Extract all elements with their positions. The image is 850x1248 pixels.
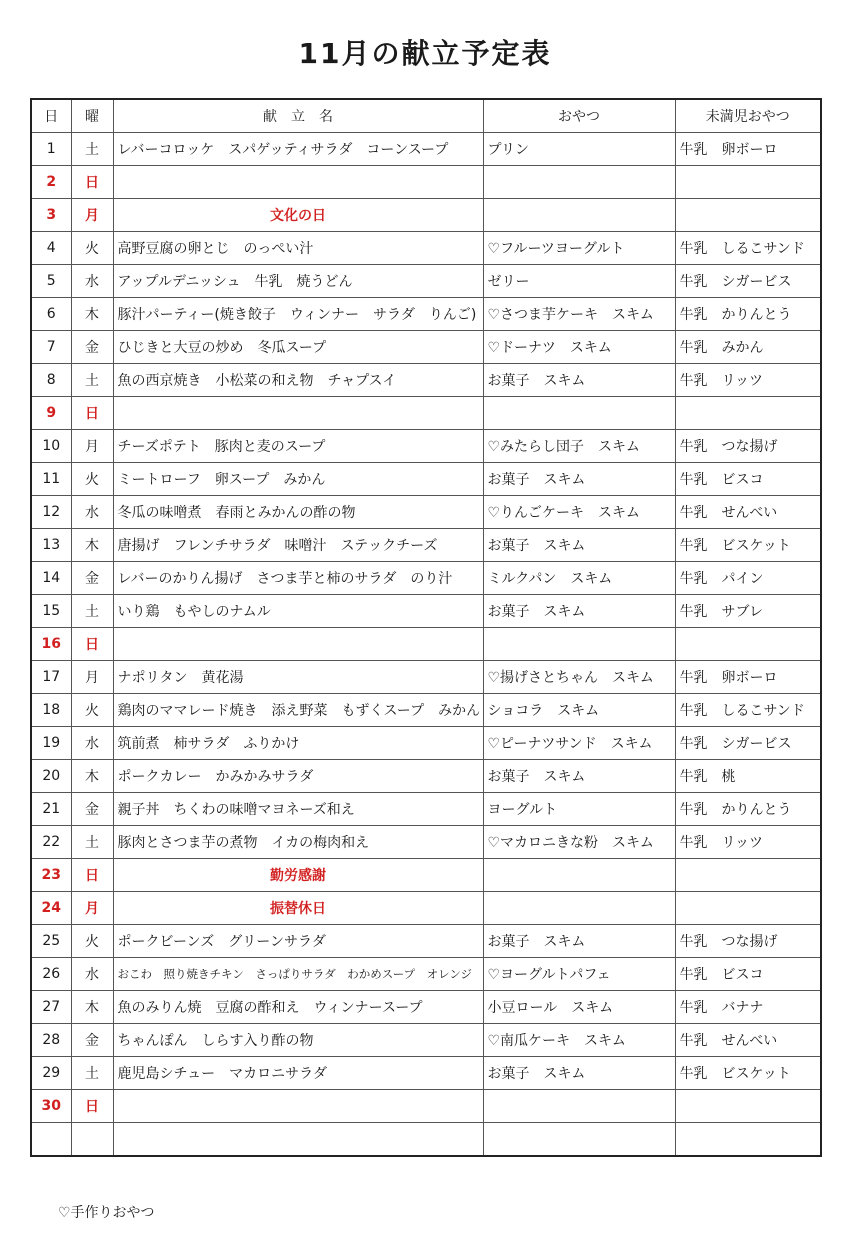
infant-snack-cell xyxy=(675,1090,821,1123)
weekday-cell: 金 xyxy=(71,562,113,595)
infant-snack-cell: 牛乳 リッツ xyxy=(675,364,821,397)
day-cell: 13 xyxy=(31,529,71,562)
infant-snack-cell: 牛乳 リッツ xyxy=(675,826,821,859)
weekday-cell: 土 xyxy=(71,595,113,628)
table-row xyxy=(31,397,821,430)
weekday-cell: 火 xyxy=(71,694,113,727)
infant-snack-cell xyxy=(675,199,821,232)
table-row xyxy=(31,364,821,397)
snack-cell: ♡ドーナツ スキム xyxy=(483,331,675,364)
weekday-cell: 日 xyxy=(71,1090,113,1123)
infant-snack-cell: 牛乳 桃 xyxy=(675,760,821,793)
weekday-cell: 水 xyxy=(71,727,113,760)
day-cell: 30 xyxy=(31,1090,71,1123)
menu-cell: 魚の西京焼き 小松菜の和え物 チャプスイ xyxy=(113,364,483,397)
table-row xyxy=(31,1123,821,1157)
infant-snack-cell: 牛乳 せんべい xyxy=(675,1024,821,1057)
table-row xyxy=(31,595,821,628)
day-cell: 24 xyxy=(31,892,71,925)
day-cell: 2 xyxy=(31,166,71,199)
day-cell: 1 xyxy=(31,133,71,166)
table-row xyxy=(31,826,821,859)
infant-snack-cell: 牛乳 シガービス xyxy=(675,727,821,760)
weekday-cell: 木 xyxy=(71,760,113,793)
infant-snack-cell: 牛乳 つな揚げ xyxy=(675,430,821,463)
menu-cell xyxy=(113,628,483,661)
infant-snack-cell: 牛乳 せんべい xyxy=(675,496,821,529)
menu-cell: 唐揚げ フレンチサラダ 味噌汁 ステックチーズ xyxy=(113,529,483,562)
snack-cell: ヨーグルト xyxy=(483,793,675,826)
table-row xyxy=(31,265,821,298)
table-row xyxy=(31,694,821,727)
menu-cell: いり鶏 もやしのナムル xyxy=(113,595,483,628)
snack-cell: 小豆ロール スキム xyxy=(483,991,675,1024)
snack-cell: お菓子 スキム xyxy=(483,595,675,628)
table-row xyxy=(31,661,821,694)
snack-cell xyxy=(483,628,675,661)
infant-snack-cell: 牛乳 ビスコ xyxy=(675,463,821,496)
snack-cell: ♡マカロニきな粉 スキム xyxy=(483,826,675,859)
day-cell: 12 xyxy=(31,496,71,529)
menu-cell xyxy=(113,1090,483,1123)
weekday-cell: 月 xyxy=(71,199,113,232)
infant-snack-cell: 牛乳 つな揚げ xyxy=(675,925,821,958)
menu-cell: ちゃんぽん しらす入り酢の物 xyxy=(113,1024,483,1057)
menu-cell: チーズポテト 豚肉と麦のスープ xyxy=(113,430,483,463)
table-row xyxy=(31,628,821,661)
infant-snack-cell: 牛乳 卵ボーロ xyxy=(675,661,821,694)
day-cell: 28 xyxy=(31,1024,71,1057)
table-row xyxy=(31,1090,821,1123)
header-snack: おやつ xyxy=(483,99,675,133)
table-row xyxy=(31,793,821,826)
snack-cell: ♡りんごケーキ スキム xyxy=(483,496,675,529)
day-cell: 4 xyxy=(31,232,71,265)
table-row xyxy=(31,562,821,595)
day-cell xyxy=(31,1123,71,1157)
day-cell: 7 xyxy=(31,331,71,364)
menu-cell: ひじきと大豆の炒め 冬瓜スープ xyxy=(113,331,483,364)
menu-cell: 文化の日 xyxy=(113,199,483,232)
day-cell: 6 xyxy=(31,298,71,331)
menu-cell: 魚のみりん焼 豆腐の酢和え ウィンナースープ xyxy=(113,991,483,1024)
snack-cell: ♡揚げさとちゃん スキム xyxy=(483,661,675,694)
menu-table-body xyxy=(31,133,821,1157)
weekday-cell: 土 xyxy=(71,826,113,859)
weekday-cell: 木 xyxy=(71,991,113,1024)
menu-cell: ポークカレー かみかみサラダ xyxy=(113,760,483,793)
weekday-cell: 金 xyxy=(71,331,113,364)
infant-snack-cell xyxy=(675,166,821,199)
weekday-cell: 日 xyxy=(71,166,113,199)
day-cell: 10 xyxy=(31,430,71,463)
infant-snack-cell: 牛乳 かりんとう xyxy=(675,298,821,331)
day-cell: 5 xyxy=(31,265,71,298)
table-row xyxy=(31,232,821,265)
infant-snack-cell: 牛乳 パイン xyxy=(675,562,821,595)
snack-cell: ミルクパン スキム xyxy=(483,562,675,595)
weekday-cell: 水 xyxy=(71,265,113,298)
weekday-cell: 火 xyxy=(71,463,113,496)
snack-cell: プリン xyxy=(483,133,675,166)
table-row xyxy=(31,892,821,925)
table-row xyxy=(31,496,821,529)
infant-snack-cell: 牛乳 みかん xyxy=(675,331,821,364)
menu-cell: 親子丼 ちくわの味噌マヨネーズ和え xyxy=(113,793,483,826)
table-row xyxy=(31,199,821,232)
day-cell: 8 xyxy=(31,364,71,397)
menu-table xyxy=(30,98,822,1157)
menu-cell: 勤労感謝 xyxy=(113,859,483,892)
snack-cell xyxy=(483,166,675,199)
infant-snack-cell xyxy=(675,859,821,892)
infant-snack-cell: 牛乳 ビスケット xyxy=(675,1057,821,1090)
weekday-cell: 金 xyxy=(71,793,113,826)
snack-cell: お菓子 スキム xyxy=(483,1057,675,1090)
table-row xyxy=(31,298,821,331)
day-cell: 21 xyxy=(31,793,71,826)
menu-cell: 鹿児島シチュー マカロニサラダ xyxy=(113,1057,483,1090)
table-row xyxy=(31,859,821,892)
weekday-cell: 火 xyxy=(71,925,113,958)
day-cell: 17 xyxy=(31,661,71,694)
menu-cell: レバーのかりん揚げ さつま芋と柿のサラダ のり汁 xyxy=(113,562,483,595)
menu-cell: ナポリタン 黄花湯 xyxy=(113,661,483,694)
day-cell: 27 xyxy=(31,991,71,1024)
header-menu: 献 立 名 xyxy=(113,99,483,133)
weekday-cell: 木 xyxy=(71,298,113,331)
day-cell: 22 xyxy=(31,826,71,859)
snack-cell: ♡さつま芋ケーキ スキム xyxy=(483,298,675,331)
day-cell: 20 xyxy=(31,760,71,793)
day-cell: 11 xyxy=(31,463,71,496)
weekday-cell: 木 xyxy=(71,529,113,562)
day-cell: 14 xyxy=(31,562,71,595)
table-row xyxy=(31,1057,821,1090)
table-row xyxy=(31,331,821,364)
header-infant-snack: 未満児おやつ xyxy=(675,99,821,133)
header-day: 日 xyxy=(31,99,71,133)
menu-cell: アップルデニッシュ 牛乳 焼うどん xyxy=(113,265,483,298)
menu-cell: ポークビーンズ グリーンサラダ xyxy=(113,925,483,958)
snack-cell xyxy=(483,1090,675,1123)
table-row xyxy=(31,991,821,1024)
table-row xyxy=(31,1024,821,1057)
infant-snack-cell: 牛乳 シガービス xyxy=(675,265,821,298)
menu-cell: 鶏肉のママレード焼き 添え野菜 もずくスープ みかん xyxy=(113,694,483,727)
snack-cell: お菓子 スキム xyxy=(483,925,675,958)
weekday-cell: 日 xyxy=(71,397,113,430)
weekday-cell: 水 xyxy=(71,958,113,991)
menu-cell: おこわ 照り焼きチキン さっぱりサラダ わかめスープ オレンジ xyxy=(113,958,483,991)
header-weekday: 曜 xyxy=(71,99,113,133)
day-cell: 29 xyxy=(31,1057,71,1090)
snack-cell: ♡ピーナツサンド スキム xyxy=(483,727,675,760)
infant-snack-cell: 牛乳 ビスケット xyxy=(675,529,821,562)
snack-cell: ショコラ スキム xyxy=(483,694,675,727)
snack-cell: ♡ヨーグルトパフェ xyxy=(483,958,675,991)
table-row xyxy=(31,958,821,991)
weekday-cell: 水 xyxy=(71,496,113,529)
infant-snack-cell xyxy=(675,892,821,925)
infant-snack-cell: 牛乳 サブレ xyxy=(675,595,821,628)
menu-cell: 振替休日 xyxy=(113,892,483,925)
snack-cell: お菓子 スキム xyxy=(483,364,675,397)
snack-cell: ♡フルーツヨーグルト xyxy=(483,232,675,265)
infant-snack-cell xyxy=(675,1123,821,1157)
snack-cell xyxy=(483,397,675,430)
weekday-cell: 土 xyxy=(71,133,113,166)
footnote: ♡手作りおやつ xyxy=(58,1205,155,1221)
day-cell: 15 xyxy=(31,595,71,628)
weekday-cell: 土 xyxy=(71,1057,113,1090)
table-row xyxy=(31,925,821,958)
table-row xyxy=(31,430,821,463)
menu-cell xyxy=(113,397,483,430)
menu-cell: 豚肉とさつま芋の煮物 イカの梅肉和え xyxy=(113,826,483,859)
page-title: 11月の献立予定表 xyxy=(298,37,552,70)
snack-cell: お菓子 スキム xyxy=(483,529,675,562)
day-cell: 26 xyxy=(31,958,71,991)
weekday-cell: 月 xyxy=(71,430,113,463)
table-row xyxy=(31,760,821,793)
infant-snack-cell: 牛乳 しるこサンド xyxy=(675,232,821,265)
day-cell: 18 xyxy=(31,694,71,727)
menu-cell: レバーコロッケ スパゲッティサラダ コーンスープ xyxy=(113,133,483,166)
header-row xyxy=(31,99,821,133)
weekday-cell: 火 xyxy=(71,232,113,265)
infant-snack-cell: 牛乳 しるこサンド xyxy=(675,694,821,727)
infant-snack-cell: 牛乳 かりんとう xyxy=(675,793,821,826)
day-cell: 3 xyxy=(31,199,71,232)
infant-snack-cell: 牛乳 ビスコ xyxy=(675,958,821,991)
weekday-cell: 日 xyxy=(71,628,113,661)
infant-snack-cell: 牛乳 バナナ xyxy=(675,991,821,1024)
snack-cell xyxy=(483,859,675,892)
snack-cell: お菓子 スキム xyxy=(483,463,675,496)
menu-cell: 筑前煮 柿サラダ ふりかけ xyxy=(113,727,483,760)
snack-cell xyxy=(483,1123,675,1157)
snack-cell: ♡みたらし団子 スキム xyxy=(483,430,675,463)
menu-cell: 冬瓜の味噌煮 春雨とみかんの酢の物 xyxy=(113,496,483,529)
snack-cell: ♡南瓜ケーキ スキム xyxy=(483,1024,675,1057)
table-row xyxy=(31,166,821,199)
day-cell: 23 xyxy=(31,859,71,892)
weekday-cell: 月 xyxy=(71,661,113,694)
menu-cell: 豚汁パーティー(焼き餃子 ウィンナー サラダ りんご) xyxy=(113,298,483,331)
infant-snack-cell xyxy=(675,628,821,661)
menu-cell: ミートローフ 卵スープ みかん xyxy=(113,463,483,496)
menu-cell xyxy=(113,166,483,199)
weekday-cell: 土 xyxy=(71,364,113,397)
snack-cell: ゼリー xyxy=(483,265,675,298)
menu-cell: 高野豆腐の卵とじ のっぺい汁 xyxy=(113,232,483,265)
table-row xyxy=(31,529,821,562)
snack-cell: お菓子 スキム xyxy=(483,760,675,793)
menu-cell xyxy=(113,1123,483,1157)
day-cell: 25 xyxy=(31,925,71,958)
infant-snack-cell: 牛乳 卵ボーロ xyxy=(675,133,821,166)
infant-snack-cell xyxy=(675,397,821,430)
snack-cell xyxy=(483,892,675,925)
day-cell: 9 xyxy=(31,397,71,430)
weekday-cell: 日 xyxy=(71,859,113,892)
weekday-cell: 金 xyxy=(71,1024,113,1057)
day-cell: 19 xyxy=(31,727,71,760)
day-cell: 16 xyxy=(31,628,71,661)
table-row xyxy=(31,463,821,496)
snack-cell xyxy=(483,199,675,232)
table-row xyxy=(31,133,821,166)
weekday-cell: 月 xyxy=(71,892,113,925)
table-row xyxy=(31,727,821,760)
weekday-cell xyxy=(71,1123,113,1157)
